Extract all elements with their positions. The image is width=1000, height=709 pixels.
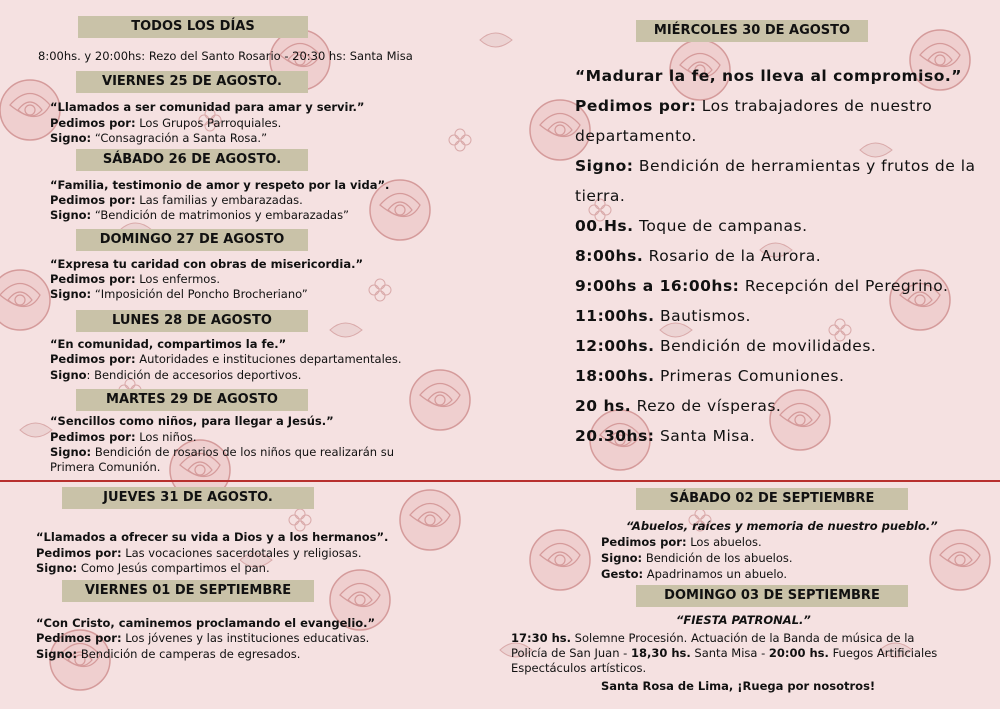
signo-text: Bendición de herramientas y frutos de la <box>638 157 976 175</box>
schedule-text: Toque de campanas. <box>638 217 808 235</box>
day-quote: “Sencillos como niños, para llegar a Jesús.” <box>50 414 334 428</box>
schedule-item <box>575 301 751 331</box>
day-pedimos-cont: departamento. <box>575 127 697 145</box>
day-signo <box>50 131 267 146</box>
pedimos-text: Los trabajadores de nuestro <box>701 97 933 115</box>
day-pedimos <box>601 535 762 550</box>
schedule-text: Rosario de la Aurora. <box>648 247 822 265</box>
day-pedimos <box>50 430 197 445</box>
schedule-text: Bautismos. <box>659 307 751 325</box>
schedule-item <box>575 241 821 271</box>
signo-label: Signo: <box>50 287 92 301</box>
pedimos-label: Pedimos por: <box>575 97 697 115</box>
line-text: Fuegos Artificiales <box>832 646 938 660</box>
time-label: 17:30 hs. <box>511 631 572 645</box>
day-signo <box>50 208 349 223</box>
day-quote: “Familia, testimonio de amor y respeto por la vida”. <box>50 178 390 192</box>
schedule-text: Rezo de vísperas. <box>636 397 782 415</box>
pedimos-text: Los niños. <box>139 430 197 444</box>
pedimos-text: Las vocaciones sacerdotales y religiosas. <box>125 546 362 560</box>
schedule-item <box>575 211 808 241</box>
day-quote: “Con Cristo, caminemos proclamando el evangelio.” <box>36 616 376 630</box>
todos-header: TODOS LOS DÍAS <box>78 16 308 38</box>
schedule-item <box>575 391 781 421</box>
schedule-text: Santa Misa. <box>659 427 756 445</box>
signo-text: “Consagración a Santa Rosa.” <box>94 131 268 145</box>
day-header: SÁBADO 02 DE SEPTIEMBRE <box>636 488 908 510</box>
schedule-time: 20 hs. <box>575 397 632 415</box>
day-line <box>511 631 914 646</box>
signo-text: Como Jesús compartimos el pan. <box>80 561 270 575</box>
day-header: SÁBADO 26 DE AGOSTO. <box>76 149 308 171</box>
day-pedimos <box>50 352 402 367</box>
signo-text: “Bendición de matrimonios y embarazadas” <box>94 208 350 222</box>
signo-text: Bendición de los abuelos. <box>645 551 793 565</box>
todos-line: 8:00hs. y 20:00hs: Rezo del Santo Rosario - 20:30 hs: Santa Misa <box>38 49 413 63</box>
section-divider <box>0 480 1000 482</box>
pedimos-label: Pedimos por: <box>50 193 136 207</box>
day-signo <box>36 561 270 576</box>
signo-label: Signo: <box>50 445 92 459</box>
signo-label: Signo <box>50 368 87 382</box>
day-quote: “Llamados a ser comunidad para amar y servir.” <box>50 100 365 114</box>
line-text: Santa Misa - <box>694 646 769 660</box>
signo-label: Signo: <box>575 157 634 175</box>
schedule-time: 18:00hs. <box>575 367 655 385</box>
day-line: Espectáculos artísticos. <box>511 661 647 675</box>
schedule-time: 12:00hs. <box>575 337 655 355</box>
day-pedimos <box>50 116 281 131</box>
pedimos-label: Pedimos por: <box>601 535 687 549</box>
signo-text: : Bendición de accesorios deportivos. <box>86 368 302 382</box>
day-signo-cont: tierra. <box>575 187 626 205</box>
day-pedimos <box>50 272 220 287</box>
pedimos-text: Los Grupos Parroquiales. <box>139 116 282 130</box>
signo-text: Bendición de camperas de egresados. <box>80 647 301 661</box>
day-pedimos <box>50 193 303 208</box>
day-pedimos <box>36 631 369 646</box>
schedule-time: 9:00hs a 16:00hs: <box>575 277 740 295</box>
day-header: DOMINGO 27 DE AGOSTO <box>76 229 308 251</box>
day-header: MIÉRCOLES 30 DE AGOSTO <box>636 20 868 42</box>
schedule-item <box>575 331 876 361</box>
day-header: JUEVES 31 DE AGOSTO. <box>62 487 314 509</box>
day-quote: “En comunidad, compartimos la fe.” <box>50 337 287 351</box>
day-signo <box>50 445 394 460</box>
signo-label: Signo: <box>601 551 643 565</box>
day-quote: “Expresa tu caridad con obras de misericordia.” <box>50 257 364 271</box>
signo-label: Signo: <box>36 561 78 575</box>
day-signo <box>601 551 793 566</box>
schedule-time: 8:00hs. <box>575 247 644 265</box>
schedule-text: Recepción del Peregrino. <box>744 277 949 295</box>
line-text: Solemne Procesión. Actuación de la Banda de música de la <box>574 631 915 645</box>
pedimos-label: Pedimos por: <box>50 430 136 444</box>
schedule-item <box>575 421 755 451</box>
day-pedimos <box>575 91 932 121</box>
pedimos-text: Los abuelos. <box>690 535 762 549</box>
day-header: LUNES 28 DE AGOSTO <box>76 310 308 332</box>
pedimos-label: Pedimos por: <box>36 631 122 645</box>
day-gesto <box>601 567 787 582</box>
signo-label: Signo: <box>36 647 78 661</box>
pedimos-text: Los jóvenes y las instituciones educativas. <box>125 631 370 645</box>
day-quote: “Llamados a ofrecer su vida a Dios y a los hermanos”. <box>36 530 389 544</box>
closing-prayer: Santa Rosa de Lima, ¡Ruega por nosotros! <box>601 679 876 693</box>
gesto-label: Gesto: <box>601 567 644 581</box>
pedimos-label: Pedimos por: <box>36 546 122 560</box>
day-signo <box>36 647 300 662</box>
signo-text: Bendición de rosarios de los niños que realizarán su <box>94 445 394 459</box>
signo-label: Signo: <box>50 208 92 222</box>
time-label: 18,30 hs. <box>630 646 691 660</box>
pedimos-text: Los enfermos. <box>139 272 220 286</box>
schedule-text: Primeras Comuniones. <box>659 367 845 385</box>
signo-label: Signo: <box>50 131 92 145</box>
day-pedimos <box>36 546 361 561</box>
schedule-time: 00.Hs. <box>575 217 634 235</box>
signo-text: “Imposición del Poncho Brocheriano” <box>94 287 308 301</box>
day-signo <box>50 368 301 383</box>
schedule-text: Bendición de movilidades. <box>659 337 877 355</box>
day-header: MARTES 29 DE AGOSTO <box>76 389 308 411</box>
schedule-time: 11:00hs. <box>575 307 655 325</box>
pedimos-text: Las familias y embarazadas. <box>139 193 303 207</box>
day-line <box>511 646 937 661</box>
day-quote: “FIESTA PATRONAL.” <box>676 613 811 627</box>
day-signo <box>50 287 308 302</box>
gesto-text: Apadrinamos un abuelo. <box>646 567 788 581</box>
pedimos-text: Autoridades e instituciones departamentales. <box>139 352 402 366</box>
day-quote: “Abuelos, raíces y memoria de nuestro pueblo.” <box>626 519 938 533</box>
day-quote: “Madurar la fe, nos lleva al compromiso.” <box>575 67 962 85</box>
day-signo <box>575 151 976 181</box>
day-header: VIERNES 25 DE AGOSTO. <box>76 71 308 93</box>
schedule-item <box>575 271 948 301</box>
time-label: 20:00 hs. <box>768 646 829 660</box>
day-header: DOMINGO 03 DE SEPTIEMBRE <box>636 585 908 607</box>
schedule-item <box>575 361 844 391</box>
pedimos-label: Pedimos por: <box>50 116 136 130</box>
pedimos-label: Pedimos por: <box>50 352 136 366</box>
schedule-time: 20.30hs: <box>575 427 655 445</box>
line-text: Policía de San Juan - <box>511 646 631 660</box>
pedimos-label: Pedimos por: <box>50 272 136 286</box>
day-signo-cont: Primera Comunión. <box>50 460 161 474</box>
day-header: VIERNES 01 DE SEPTIEMBRE <box>62 580 314 602</box>
